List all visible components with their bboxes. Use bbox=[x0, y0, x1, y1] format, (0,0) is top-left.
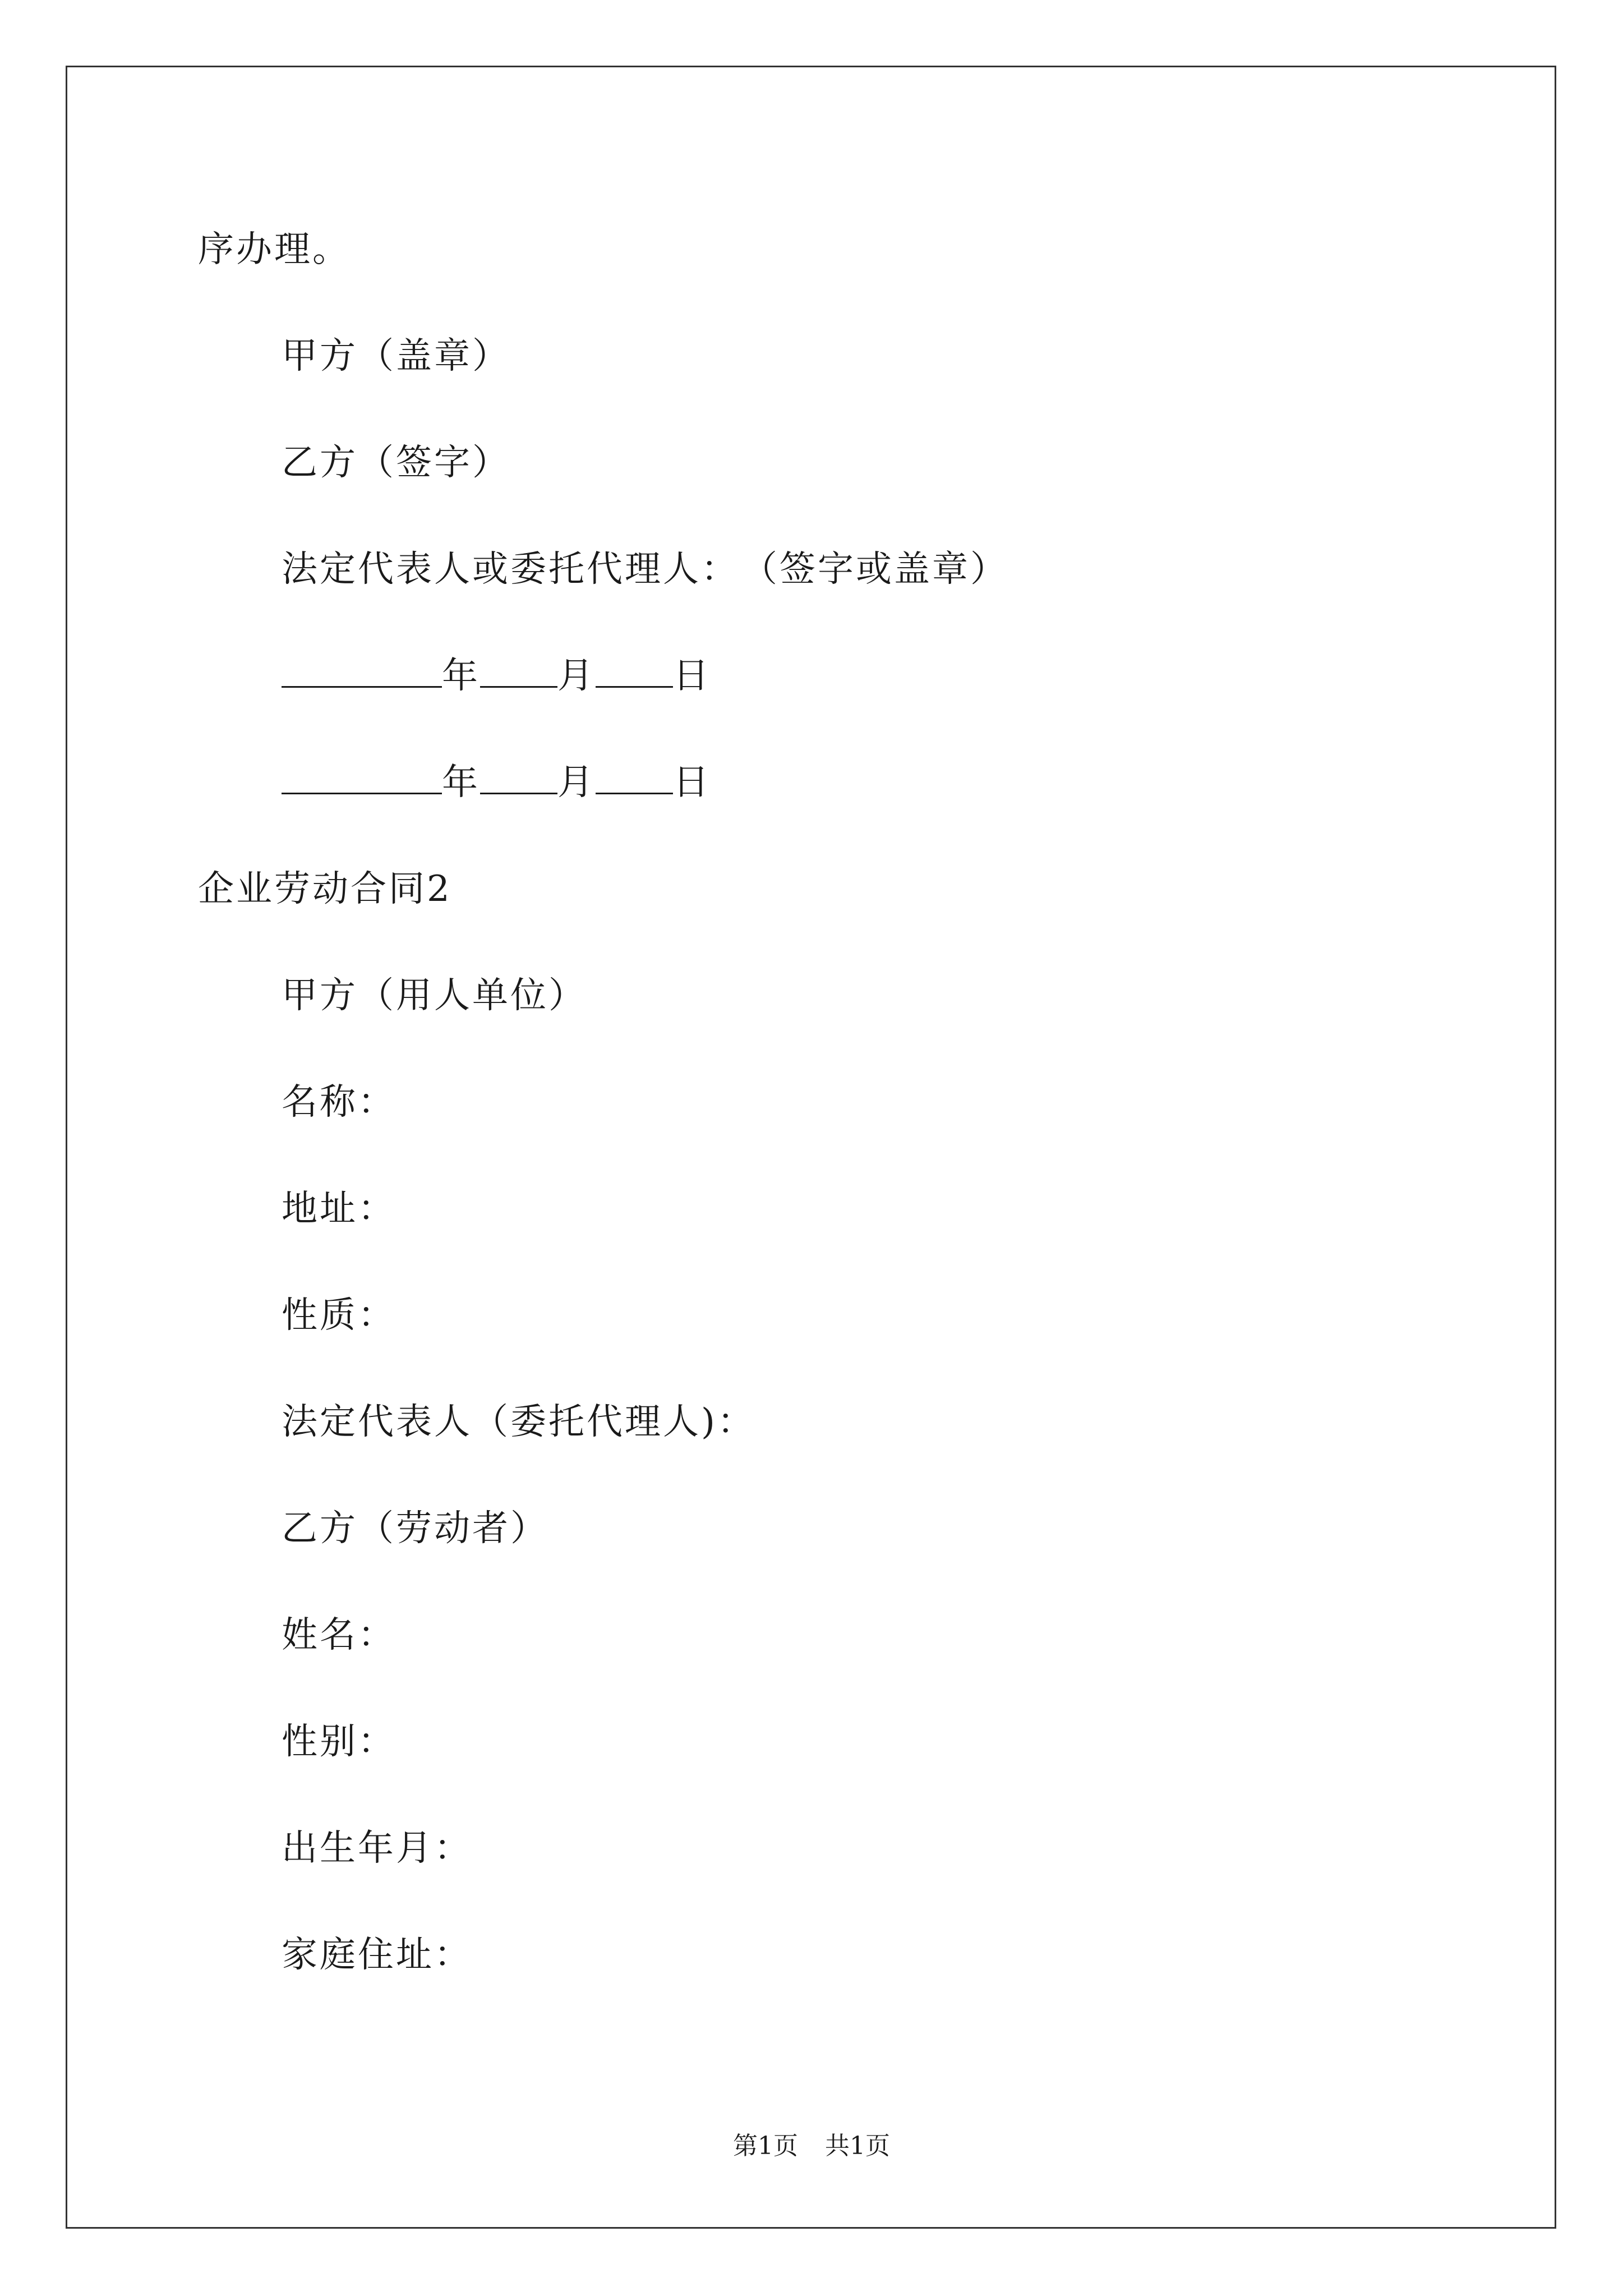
day-label: 日 bbox=[673, 655, 711, 697]
month-label: 月 bbox=[557, 655, 596, 697]
text-line: 序办理。 bbox=[198, 229, 351, 270]
day-blank bbox=[596, 654, 673, 688]
field-gender: 性别： bbox=[282, 1721, 396, 1763]
field-name: 名称： bbox=[282, 1082, 396, 1123]
field-address: 地址： bbox=[282, 1188, 396, 1230]
year-label: 年 bbox=[442, 655, 480, 697]
month-label: 月 bbox=[557, 762, 596, 803]
field-home-address: 家庭住址： bbox=[282, 1934, 472, 1976]
month-blank bbox=[480, 760, 557, 794]
party-b-sign-line: 乙方（签字） bbox=[282, 442, 510, 484]
legal-rep-sign-line: 法定代表人或委托代理人： （签字或盖章） bbox=[282, 549, 1008, 590]
date-line bbox=[282, 654, 711, 698]
day-label: 日 bbox=[673, 762, 711, 803]
party-a-seal-line: 甲方（盖章） bbox=[282, 335, 510, 377]
page-border bbox=[66, 66, 1556, 2229]
page-footer bbox=[0, 2131, 1623, 2162]
field-legal-rep: 法定代表人（委托代理人)： bbox=[282, 1401, 755, 1443]
party-a-heading: 甲方（用人单位） bbox=[282, 975, 587, 1016]
year-blank bbox=[282, 654, 442, 688]
year-label: 年 bbox=[442, 762, 480, 803]
field-birth: 出生年月： bbox=[282, 1828, 472, 1869]
day-blank bbox=[596, 760, 673, 794]
field-full-name: 姓名： bbox=[282, 1614, 396, 1656]
page-total: 共1页 bbox=[825, 2132, 890, 2160]
page-number: 第1页 bbox=[733, 2132, 798, 2160]
year-blank bbox=[282, 760, 442, 794]
date-line bbox=[282, 760, 711, 805]
section-title: 企业劳动合同2 bbox=[198, 868, 452, 910]
party-b-heading: 乙方（劳动者） bbox=[282, 1508, 548, 1549]
field-nature: 性质： bbox=[282, 1295, 396, 1336]
month-blank bbox=[480, 654, 557, 688]
